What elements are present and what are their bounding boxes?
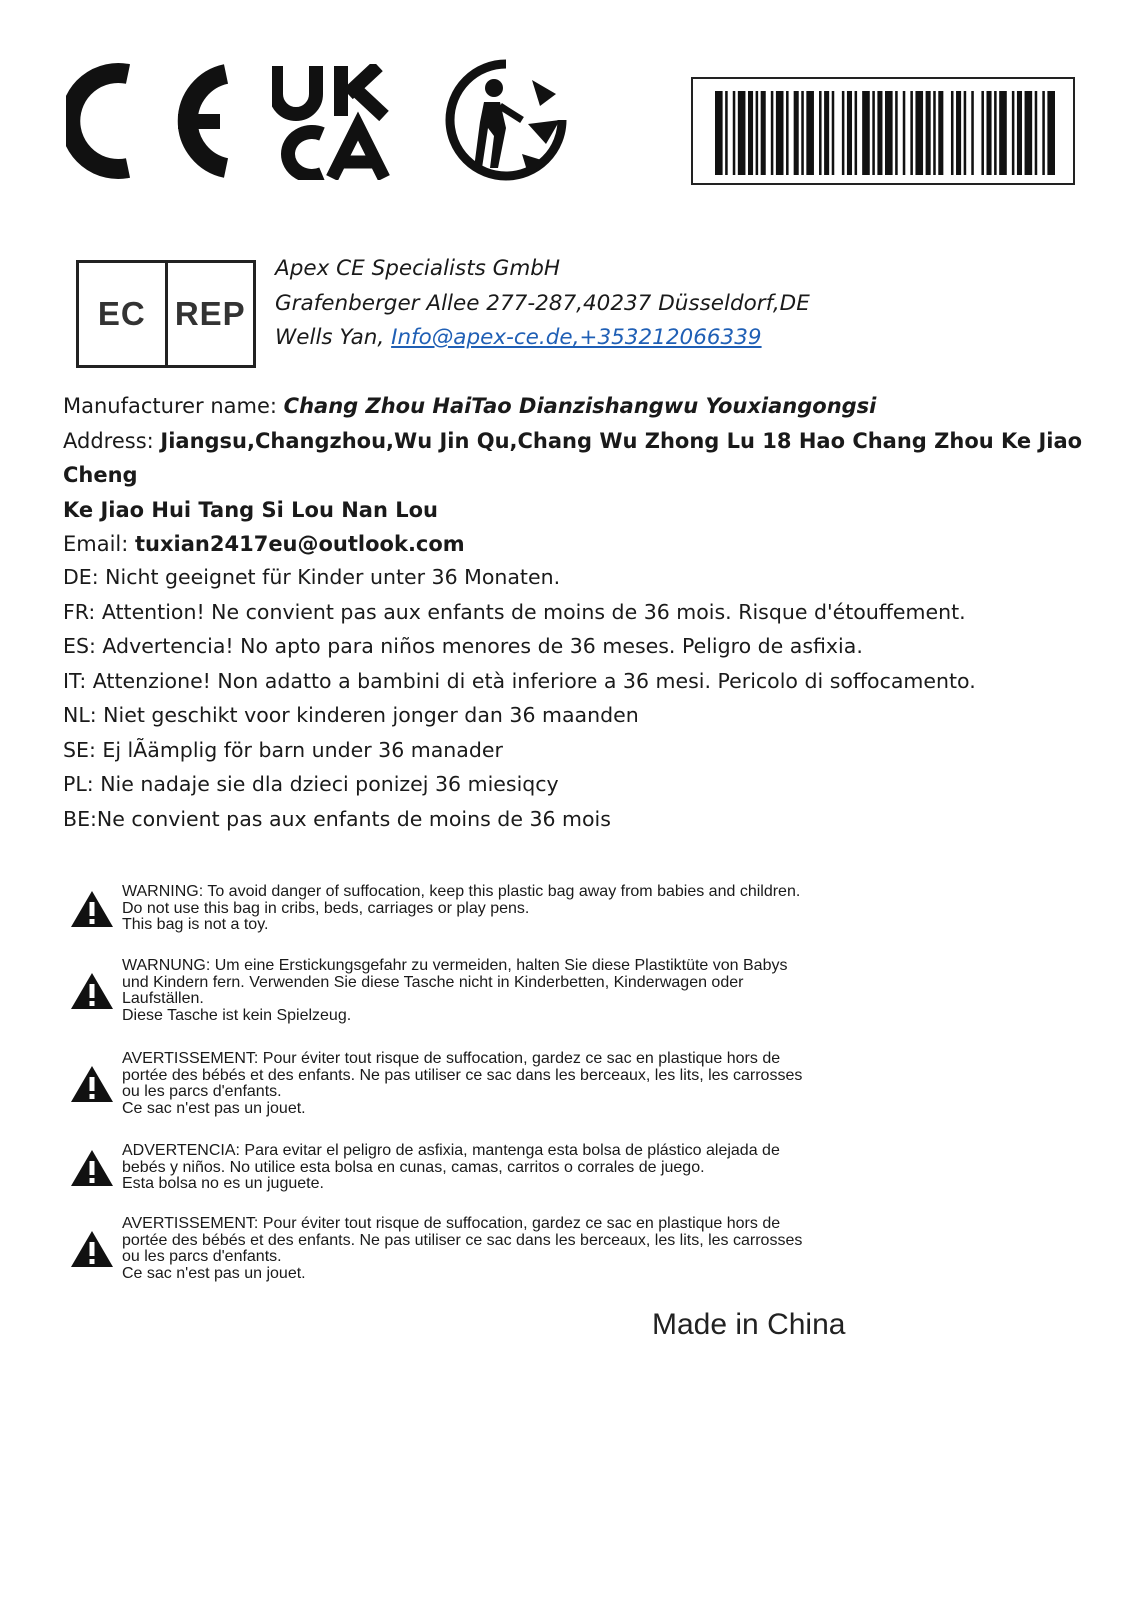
barcode-bar (855, 91, 858, 175)
warning-line: portée des bébés et des enfants. Ne pas utiliser ce sac dans les berceaux, les lits, les carrosses (122, 1231, 803, 1249)
barcode-bar (806, 91, 814, 175)
manufacturer-name-label: Manufacturer name: (63, 394, 284, 418)
ec-rep-right-label: REP (165, 263, 254, 365)
barcode-bar (903, 91, 906, 175)
barcode-bar (872, 91, 875, 175)
language-warning-line: DE: Nicht geeignet für Kinder unter 36 Monaten. (63, 565, 561, 589)
rep-contact-name: Wells Yan, (275, 325, 392, 350)
barcode-bar (738, 91, 746, 175)
language-warning-line: IT: Attenzione! Non adatto a bambini di età inferiore a 36 mesi. Pericolo di soffocamento. (63, 668, 976, 693)
language-warning-line: FR: Attention! Ne convient pas aux enfants de moins de 36 mois. Risque d'étouffement. (63, 599, 966, 624)
barcode-bar (824, 91, 829, 175)
authorized-representative-info (275, 252, 810, 356)
manufacturer-email-row (63, 527, 1093, 562)
barcode-bar (794, 91, 799, 175)
barcode-bar (885, 91, 893, 175)
barcode-bar (1017, 91, 1022, 175)
barcode-bar (748, 91, 753, 175)
warning-line: WARNUNG: Um eine Erstickungsgefahr zu vermeiden, halten Sie diese Plastiktüte von Babys (122, 957, 788, 974)
warning-line: WARNING: To avoid danger of suffocation, keep this plastic bag away from babies and children. (122, 883, 801, 900)
warning-line: ou les parcs d'enfants. (122, 1248, 282, 1265)
barcode-bar (862, 91, 870, 175)
barcode-bar (715, 91, 723, 175)
warning-line: Ce sac n'est pas un jouet. (122, 1264, 306, 1282)
barcode-bar (1047, 91, 1055, 175)
barcode-bar (776, 91, 784, 175)
bag-warning-fr (70, 1051, 870, 1117)
barcode-bar (733, 91, 736, 175)
warning-line: bebés y niños. No utilice esta bolsa en cunas, camas, carritos o corrales de juego. (122, 1158, 705, 1176)
barcode (691, 77, 1075, 185)
manufacturer-info (63, 389, 1093, 562)
barcode-bar (771, 91, 774, 175)
warning-triangle-icon (70, 889, 114, 929)
warning-line: Do not use this bag in cribs, beds, carriages or play pens. (122, 899, 530, 917)
manufacturer-email-label: Email: (63, 532, 136, 556)
rep-contact-link[interactable]: Info@apex-ce.de,+353212066339 (391, 325, 762, 350)
manufacturer-name-value: Chang Zhou HaiTao Dianzishangwu Youxiangongsi (283, 394, 877, 418)
barcode-bar (938, 91, 943, 175)
rep-contact (275, 321, 810, 356)
barcode-bar (1025, 91, 1033, 175)
barcode-bar (895, 91, 898, 175)
manufacturer-name-row (63, 389, 1093, 424)
barcode-bar (842, 91, 845, 175)
barcode-bar (877, 91, 882, 175)
language-warning-line: NL: Niet geschikt voor kinderen jonger dan 36 maanden (63, 703, 639, 727)
barcode-bar (786, 91, 789, 175)
barcode-bar (910, 91, 913, 175)
barcode-icon (715, 91, 1055, 175)
warning-triangle-icon (70, 1148, 114, 1188)
warning-line: Diese Tasche ist kein Spielzeug. (122, 1006, 352, 1024)
barcode-bar (956, 91, 961, 175)
bag-warning-en (70, 884, 870, 934)
barcode-bar (801, 91, 804, 175)
warning-line: ADVERTENCIA: Para evitar el peligro de asfixia, mantenga esta bolsa de plástico alejada de (122, 1142, 780, 1159)
warning-line: portée des bébés et des enfants. Ne pas utiliser ce sac dans les berceaux, les lits, les carrosses (122, 1066, 803, 1084)
manufacturer-address-value-1: Jiangsu,Changzhou,Wu Jin Qu,Chang Wu Zhong Lu 18 Hao Chang Zhou Ke Jiao Cheng (63, 428, 1083, 487)
barcode-bar (725, 91, 728, 175)
warning-line: AVERTISSEMENT: Pour éviter tout risque de suffocation, gardez ce sac en plastique hors de (122, 1050, 781, 1067)
triman-recycling-icon (436, 58, 576, 184)
ce-mark-logo (66, 62, 236, 180)
barcode-bar (981, 91, 984, 175)
barcode-bar (756, 91, 759, 175)
barcode-bar (819, 91, 822, 175)
language-warnings (63, 560, 1113, 836)
barcode-bar (915, 91, 923, 175)
warning-triangle-icon (70, 971, 114, 1011)
barcode-bar (847, 91, 852, 175)
warning-line: Ce sac n'est pas un jouet. (122, 1099, 306, 1117)
ec-rep-left-label: EC (97, 295, 146, 332)
warning-line: und Kindern fern. Verwenden Sie diese Tasche nicht in Kinderbetten, Kinderwagen oder (122, 973, 744, 991)
bag-warning-es (70, 1143, 870, 1193)
warning-triangle-icon (70, 1229, 114, 1269)
ukca-mark-logo (272, 64, 394, 180)
language-warning-line: PL: Nie nadaje sie dla dzieci ponizej 36 miesiqcy (63, 772, 559, 796)
barcode-bar (964, 91, 967, 175)
country-of-origin: Made in China (652, 1308, 846, 1341)
language-warning-line: SE: Ej lÃämplig för barn under 36 manader (63, 737, 503, 762)
barcode-bar (761, 91, 766, 175)
barcode-bar (994, 91, 997, 175)
warning-line: ou les parcs d'enfants. (122, 1083, 282, 1100)
manufacturer-address-row-2 (63, 493, 1093, 528)
rep-company: Apex CE Specialists GmbH (275, 256, 561, 281)
ec-rep-symbol (76, 260, 256, 368)
manufacturer-email-value: tuxian2417eu@outlook.com (135, 532, 465, 556)
language-warning-line: BE:Ne convient pas aux enfants de moins de 36 mois (63, 806, 611, 831)
barcode-bar (1035, 91, 1038, 175)
language-warning-line: ES: Advertencia! No apto para niños menores de 36 meses. Peligro de asfixia. (63, 634, 863, 658)
warning-line: Esta bolsa no es un juguete. (122, 1175, 324, 1192)
barcode-bar (971, 91, 974, 175)
warning-line: This bag is not a toy. (122, 916, 269, 933)
barcode-bar (1012, 91, 1015, 175)
bag-warning-de (70, 958, 870, 1024)
warning-line: Laufställen. (122, 990, 204, 1007)
manufacturer-address-row (63, 424, 1093, 493)
warning-line: AVERTISSEMENT: Pour éviter tout risque de suffocation, gardez ce sac en plastique hors de (122, 1215, 781, 1232)
rep-address: Grafenberger Allee 277-287,40237 Düsseldorf,DE (275, 290, 810, 316)
manufacturer-address-value-2: Ke Jiao Hui Tang Si Lou Nan Lou (63, 497, 438, 522)
bag-warning-fr-2 (70, 1216, 870, 1282)
barcode-bar (986, 91, 991, 175)
barcode-bar (951, 91, 954, 175)
barcode-bar (933, 91, 936, 175)
manufacturer-address-label: Address: (63, 428, 161, 453)
barcode-bar (999, 91, 1007, 175)
barcode-bar (926, 91, 931, 175)
barcode-bar (1042, 91, 1045, 175)
barcode-bar (832, 91, 835, 175)
warning-triangle-icon (70, 1064, 114, 1104)
